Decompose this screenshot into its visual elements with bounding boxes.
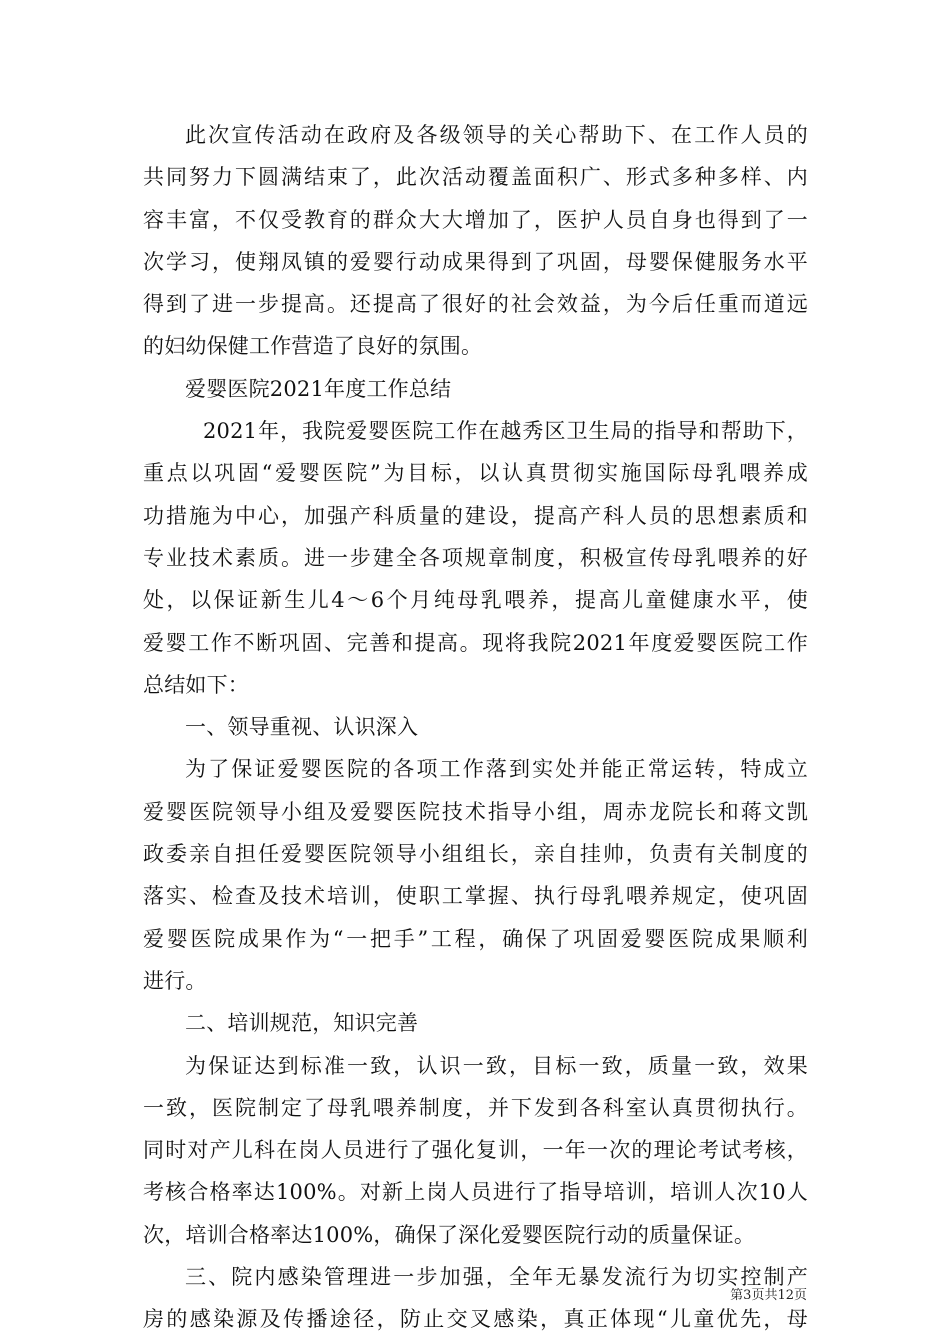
paragraph-line: 进行。 — [143, 968, 207, 993]
paragraph-line: 2021年，我院爱婴医院工作在越秀区卫生局的指导和帮助下， — [203, 419, 808, 444]
paragraph-line: 次，培训合格率达100%，确保了深化爱婴医院行动的质量保证。 — [143, 1222, 756, 1247]
paragraph-line: 一致，医院制定了母乳喂养制度，并下发到各科室认真贯彻执行。 — [143, 1095, 808, 1120]
paragraph-line: 处，以保证新生儿4～6个月纯母乳喂养，提高儿童健康水平，使 — [143, 588, 808, 613]
paragraph-line: 容丰富，不仅受教育的群众大大增加了，医护人员自身也得到了一 — [143, 207, 808, 232]
section-title: 爱婴医院2021年度工作总结 — [185, 376, 452, 401]
paragraph-line: 落实、检查及技术培训，使职工掌握、执行母乳喂养规定，使巩固 — [143, 884, 808, 909]
paragraph-line: 次学习，使翔凤镇的爱婴行动成果得到了巩固，母婴保健服务水平 — [143, 249, 808, 274]
paragraph-line: 功措施为中心，加强产科质量的建设，提高产科人员的思想素质和 — [143, 503, 808, 528]
paragraph-line: 重点以巩固“爱婴医院”为目标，以认真贯彻实施国际母乳喂养成 — [143, 461, 808, 486]
paragraph-line: 考核合格率达100%。对新上岗人员进行了指导培训，培训人次10人 — [143, 1180, 808, 1205]
paragraph-line: 此次宣传活动在政府及各级领导的关心帮助下、在工作人员的 — [185, 123, 808, 147]
paragraph-line: 的妇幼保健工作营造了良好的氛围。 — [143, 334, 483, 359]
paragraph-line: 同时对产儿科在岗人员进行了强化复训，一年一次的理论考试考核， — [143, 1138, 808, 1163]
paragraph-line: 总结如下： — [143, 672, 249, 697]
paragraph-line: 为了保证爱婴医院的各项工作落到实处并能正常运转，特成立 — [185, 757, 808, 782]
paragraph-line: 三、院内感染管理进一步加强，全年无暴发流行为切实控制产 — [185, 1265, 808, 1290]
page-number: 第3页共12页 — [730, 1288, 807, 1303]
paragraph-line: 专业技术素质。进一步建全各项规章制度，积极宣传母乳喂养的好 — [143, 545, 808, 570]
paragraph-line: 政委亲自担任爱婴医院领导小组组长，亲自挂帅，负责有关制度的 — [143, 842, 808, 867]
paragraph-line: 爱婴医院领导小组及爱婴医院技术指导小组，周赤龙院长和蒋文凯 — [143, 799, 808, 824]
paragraph-line: 房的感染源及传播途径，防止交叉感染，真正体现“儿童优先，母 — [143, 1307, 808, 1332]
paragraph-line: 得到了进一步提高。还提高了很好的社会效益，为今后任重而道远 — [143, 292, 808, 317]
paragraph-line: 为保证达到标准一致，认识一致，目标一致，质量一致，效果 — [185, 1053, 808, 1078]
paragraph-line: 爱婴医院成果作为“一把手”工程，确保了巩固爱婴医院成果顺利 — [143, 926, 808, 951]
paragraph-line: 爱婴工作不断巩固、完善和提高。现将我院2021年度爱婴医院工作 — [143, 630, 808, 655]
document-body — [143, 114, 808, 1341]
section-heading: 一、领导重视、认识深入 — [185, 715, 419, 740]
paragraph-line: 共同努力下圆满结束了，此次活动覆盖面积广、形式多种多样、内 — [143, 165, 808, 190]
section-heading: 二、培训规范，知识完善 — [185, 1011, 419, 1036]
